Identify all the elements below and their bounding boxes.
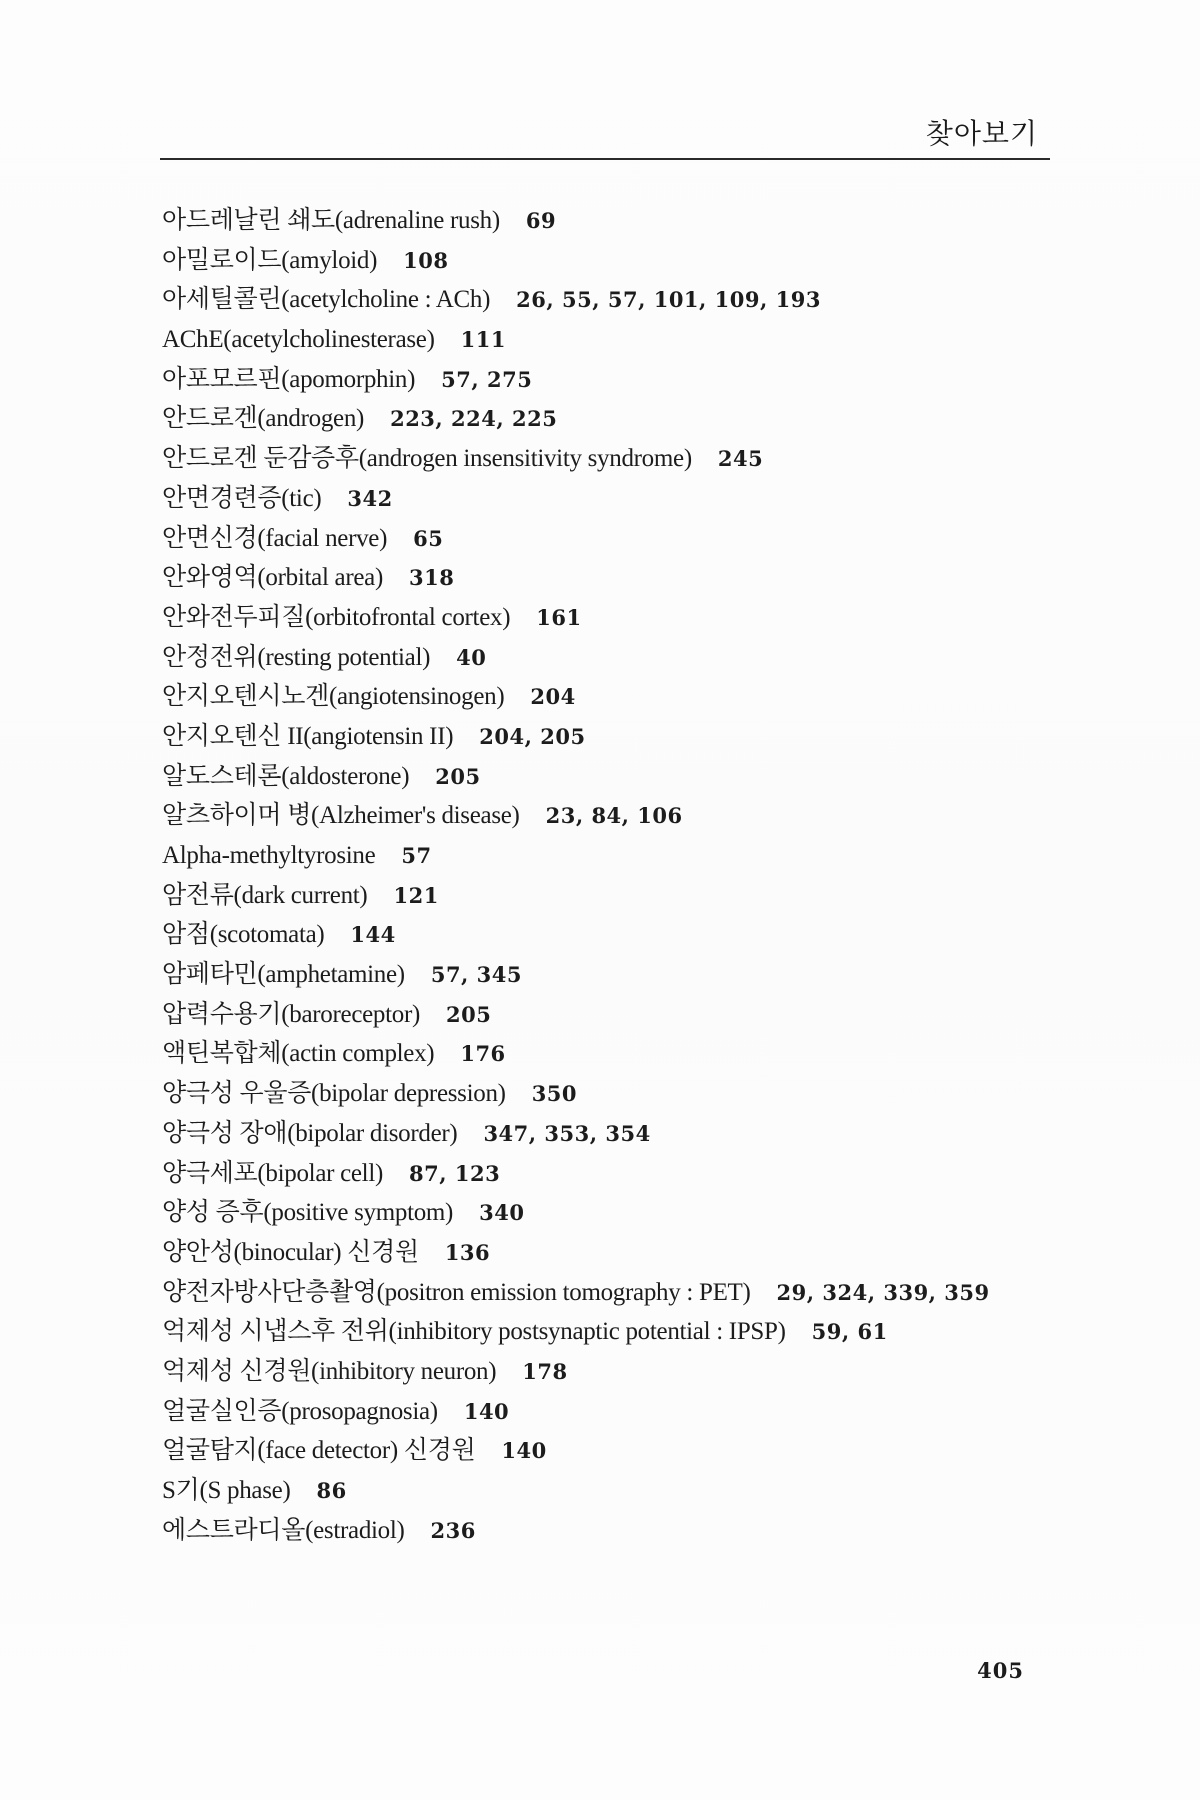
index-entry	[162, 1391, 1062, 1431]
index-entry	[162, 1311, 1062, 1351]
index-term: 에스트라디올(estradiol)	[162, 1516, 405, 1544]
index-entry	[162, 1510, 1062, 1550]
index-term: 암점(scotomata)	[162, 921, 325, 949]
index-term: 액틴복합체(actin complex)	[162, 1040, 435, 1068]
index-term: 양극세포(bipolar cell)	[162, 1159, 383, 1187]
index-page-refs: 108	[403, 247, 449, 273]
index-page-refs: 161	[536, 604, 582, 630]
index-page-refs: 204, 205	[479, 723, 586, 749]
index-entry	[162, 914, 1062, 954]
index-entry	[162, 279, 1062, 319]
index-entry	[162, 398, 1062, 438]
index-page-refs: 236	[430, 1517, 476, 1543]
index-entry	[162, 954, 1062, 994]
index-term: 얼굴탐지(face detector) 신경원	[162, 1437, 476, 1465]
index-page-refs: 176	[460, 1041, 506, 1067]
index-page-refs: 57, 275	[441, 366, 533, 392]
index-page-refs: 69	[525, 208, 557, 233]
index-page-refs: 350	[531, 1081, 578, 1107]
index-term: 압력수용기(baroreceptor)	[162, 1000, 421, 1028]
index-page-refs: 57, 345	[430, 962, 523, 988]
index-term: 양극성 장애(bipolar disorder)	[162, 1119, 458, 1147]
index-page-refs: 29, 324, 339, 359	[776, 1279, 990, 1305]
index-entry	[162, 359, 1062, 399]
index-page-refs: 204	[530, 684, 576, 710]
index-entry	[162, 518, 1062, 558]
index-entry	[162, 1113, 1062, 1153]
index-entry	[162, 637, 1062, 677]
index-term: 양전자방사단층촬영(positron emission tomography : PET)	[162, 1278, 751, 1306]
index-page-refs: 140	[501, 1438, 547, 1464]
index-entry	[162, 835, 1062, 875]
index-term: 양극성 우울증(bipolar depression)	[162, 1080, 506, 1108]
index-term: 안드로겐(androgen)	[162, 405, 365, 433]
index-term: 안와영역(orbital area)	[162, 564, 383, 592]
index-entry	[162, 1430, 1062, 1470]
index-term: 안정전위(resting potential)	[162, 643, 431, 671]
index-page-refs: 59, 61	[811, 1319, 888, 1345]
index-page-refs: 144	[350, 922, 396, 948]
index-term: Alpha-methyltyrosine	[162, 842, 376, 869]
index-list	[162, 200, 1062, 1549]
index-page-refs: 87, 123	[409, 1160, 501, 1186]
index-page-refs: 40	[456, 644, 487, 670]
index-entry	[162, 716, 1062, 756]
index-entry	[162, 438, 1062, 478]
running-header: 찾아보기	[925, 117, 1038, 150]
index-entry	[162, 200, 1062, 240]
index-page-refs: 178	[522, 1358, 568, 1384]
index-term: 알도스테론(aldosterone)	[162, 762, 410, 790]
index-entry	[162, 1351, 1062, 1391]
index-entry	[162, 557, 1062, 597]
index-entry	[162, 1232, 1062, 1272]
index-page-refs: 340	[479, 1200, 525, 1226]
index-entry	[162, 319, 1062, 359]
index-page-refs: 57	[401, 843, 432, 868]
index-page-refs: 136	[444, 1239, 491, 1265]
index-term: 안와전두피질(orbitofrontal cortex)	[162, 603, 511, 631]
index-term: 암전류(dark current)	[162, 881, 368, 909]
index-term: 얼굴실인증(prosopagnosia)	[162, 1397, 438, 1425]
index-page-refs: 86	[316, 1478, 347, 1503]
index-term: 암페타민(amphetamine)	[162, 961, 405, 989]
index-term: 양성 증후(positive symptom)	[162, 1199, 454, 1227]
index-page-refs: 245	[717, 446, 764, 472]
index-term: 아포모르핀(apomorphin)	[162, 365, 416, 393]
index-term: S기(S phase)	[162, 1477, 291, 1504]
index-page-refs: 347, 353, 354	[483, 1120, 651, 1146]
page-number: 405	[977, 1658, 1024, 1683]
index-entry	[162, 875, 1062, 915]
index-term: 양안성(binocular) 신경원	[162, 1238, 419, 1266]
header-rule	[160, 158, 1050, 160]
index-entry	[162, 1073, 1062, 1113]
index-page-refs: 223, 224, 225	[390, 406, 558, 432]
index-entry	[162, 1272, 1062, 1312]
index-page-refs: 205	[446, 1001, 492, 1027]
index-page-refs: 23, 84, 106	[545, 803, 683, 829]
index-page-refs: 342	[347, 485, 393, 511]
index-page-refs: 111	[460, 327, 506, 353]
index-entry	[162, 994, 1062, 1034]
index-entry	[162, 676, 1062, 716]
index-entry	[162, 1192, 1062, 1232]
index-page-refs: 140	[463, 1398, 510, 1424]
index-entry	[162, 1033, 1062, 1073]
index-page-refs: 65	[413, 525, 444, 551]
index-term: 억제성 시냅스후 전위(inhibitory postsynaptic potential : IPSP)	[162, 1318, 786, 1346]
index-term: 안면경련증(tic)	[162, 484, 322, 512]
index-term: 아밀로이드(amyloid)	[162, 246, 378, 274]
index-term: 안지오텐신 II(angiotensin II)	[162, 722, 454, 750]
index-entry	[162, 1153, 1062, 1193]
index-term: 억제성 신경원(inhibitory neuron)	[162, 1357, 497, 1385]
index-entry	[162, 478, 1062, 518]
index-entry	[162, 597, 1062, 637]
index-page-refs: 205	[435, 763, 481, 789]
index-entry	[162, 756, 1062, 796]
index-term: AChE(acetylcholinesterase)	[162, 326, 435, 354]
index-entry	[162, 240, 1062, 280]
index-term: 알츠하이머 병(Alzheimer's disease)	[162, 802, 520, 830]
index-page-refs: 26, 55, 57, 101, 109, 193	[516, 287, 821, 313]
index-entry	[162, 1470, 1062, 1510]
index-term: 안드로겐 둔감증후(androgen insensitivity syndrome)	[162, 445, 692, 473]
index-term: 안지오텐시노겐(angiotensinogen)	[162, 683, 505, 711]
index-term: 아드레날린 쇄도(adrenaline rush)	[162, 207, 500, 234]
index-term: 아세틸콜린(acetylcholine : ACh)	[162, 286, 491, 314]
index-term: 안면신경(facial nerve)	[162, 524, 388, 552]
index-page-refs: 121	[393, 882, 439, 908]
index-entry	[162, 795, 1062, 835]
index-page-refs: 318	[408, 565, 455, 591]
